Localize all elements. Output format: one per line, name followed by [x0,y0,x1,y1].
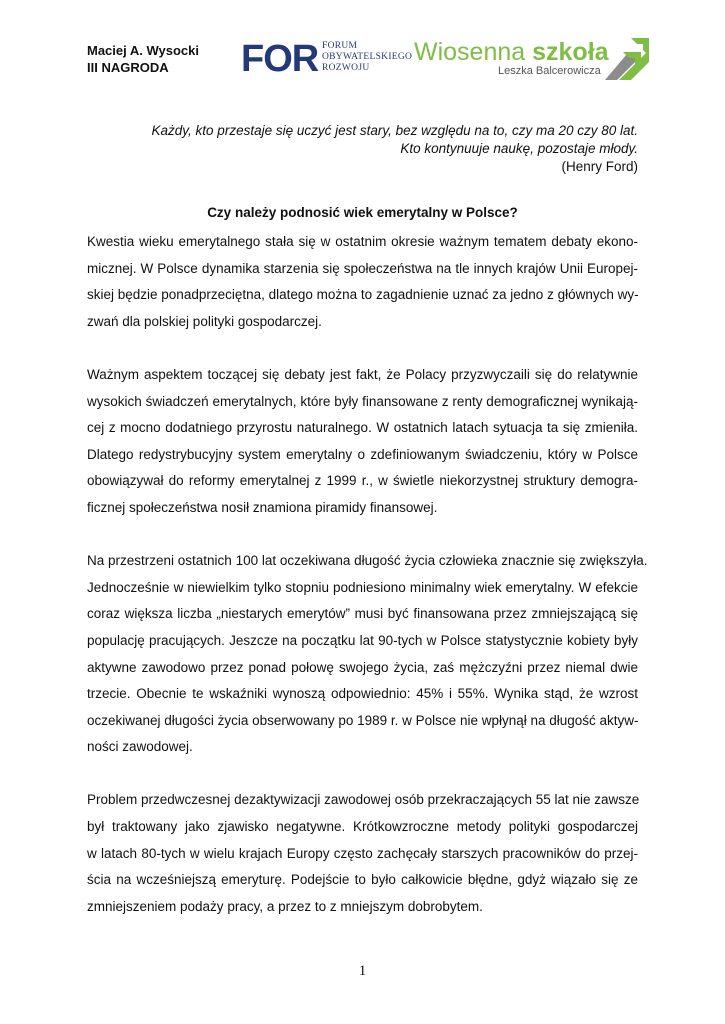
growth-arrows-icon [605,36,649,80]
page-header [0,38,725,88]
text-line: skiej będzie ponadprzeciętna, dlatego można to zagadnienie uznać za jedno z głównych wy- [87,287,639,303]
text-line: trzecie. Obecnie te wskaźniki wynoszą odpowiednio: 45% i 55%. Wynika stąd, że wzrost [87,686,638,702]
author-award: III NAGRODA [87,60,169,75]
text-line: cej z mocno dodatniego przyrostu naturalnego. W ostatnich latach sytuacja ta się zmieniła. [87,420,638,436]
for-logo-text [322,41,412,74]
ws-logo-title-bold: szkoła [532,38,609,66]
text-line: ności zawodowej. [87,739,193,755]
paragraph [87,787,638,920]
text-line: micznej. W Polsce dynamika starzenia się społeczeństwa na tle innych krajów Unii Europej- [87,260,638,276]
text-line: Problem przedwczesnej dezaktywizacji zawodowej osób przekraczających 55 lat nie zawsze [87,792,640,808]
for-logo-line: ROZWOJU [322,63,370,73]
quote-line: Kto kontynuuje naukę, pozostaje młody. [400,141,638,156]
ws-logo-subtitle: Leszka Balcerowicza [498,65,601,77]
page-number: 1 [358,963,367,979]
text-line: zmniejszeniem podaży pracy, a przez to z mniejszym dobrobytem. [87,898,483,914]
text-line: zwań dla polskiej polityki gospodarczej. [87,313,322,329]
essay-title: Czy należy podnosić wiek emerytalny w Polsce? [207,205,518,220]
quote-author: (Henry Ford) [561,159,638,174]
for-logo [241,40,421,80]
text-line: Dlatego redystrybucyjny system emerytalny o zdefiniowanym świadczeniu, który w Polsce [87,446,638,462]
text-line: w latach 80-tych w wielu krajach Europy często zachęcały starszych pracowników do przej- [87,845,638,861]
text-line: obowiązywał do reformy emerytalnej z 1999 r., w świetle niekorzystnej struktury demogra- [87,473,638,489]
quote-line: Każdy, kto przestaje się uczyć jest stary, bez względu na to, czy ma 20 czy 80 lat. [151,123,638,138]
text-line: Kwestia wieku emerytalnego stała się w ostatnim okresie ważnym tematem debaty ekono- [87,234,638,249]
author-name: Maciej A. Wysocki [87,43,199,58]
text-line: ficznej społeczeństwa nosił znamiona piramidy finansowej. [87,499,438,515]
wiosenna-szkola-logo [414,36,654,86]
text-line: był traktowany jako zjawisko negatywne. Krótkowzroczne metody polityki gospodarczej [87,819,638,835]
ws-logo-title-regular: Wiosenna [414,38,533,66]
text-line: wysokich świadczeń emerytalnych, które były finansowane z renty demograficznej wynikają- [87,393,638,409]
for-logo-line: FORUM [322,41,358,51]
for-logo-line: OBYWATELSKIEGO [322,52,413,62]
text-line: oczekiwanej długości życia obserwowany po 1989 r. w Polsce nie wpłynął na długość aktyw- [87,712,639,728]
text-line: Ważnym aspektem toczącej się debaty jest fakt, że Polacy przyzwyczaili się do relatywnie [87,366,638,382]
text-line: Jednocześnie w niewielkim tylko stopniu podniesiono minimalny wiek emerytalny. W efekcie [87,579,638,595]
text-line: aktywne zawodowo przez ponad połowę swojego życia, zaś mężczyźni przez niemal dwie [87,659,638,675]
paragraph [87,229,638,335]
text-line: populację pracujących. Jeszcze na początku lat 90-tych w Polsce statystycznie kobiety były [87,632,638,648]
for-logo-mark: FOR [241,38,319,80]
author-block [87,42,199,76]
text-line: ścia na wcześniejszą emeryturę. Podejście to było całkowicie błędne, gdyż wiązało się ze [87,872,638,888]
paragraph [87,548,648,761]
essay-body [87,229,648,947]
text-line: Na przestrzeni ostatnich 100 lat oczekiwana długość życia człowieka znacznie się zwiększyła. [87,553,648,569]
text-line: coraz większa liczba „niestarych emerytów” musi być finansowana przez zmniejszającą się [87,606,638,622]
paragraph [87,362,638,522]
epigraph-quote [152,122,638,176]
ws-logo-title [414,36,609,68]
